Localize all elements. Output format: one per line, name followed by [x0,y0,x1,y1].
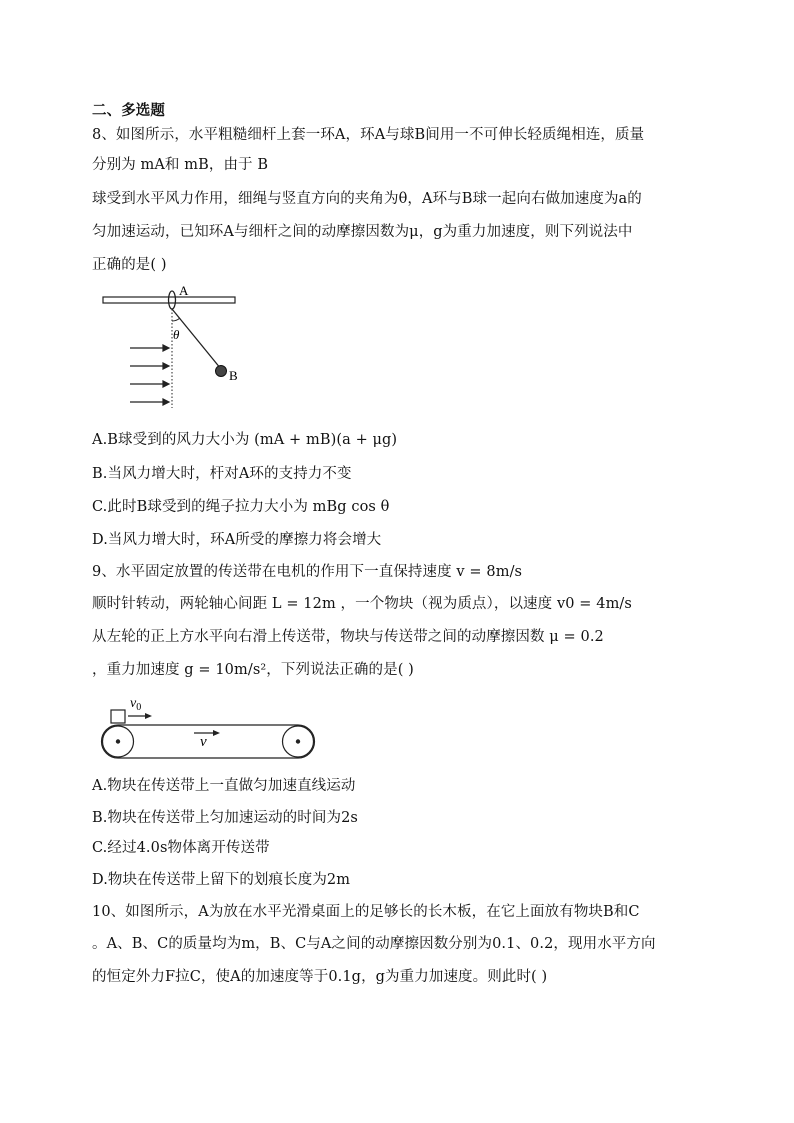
section-title: 二、多选题 [92,103,165,119]
label-v: v [200,734,207,750]
q9-text-line2: 顺时针转动，两轮轴心间距 L = 12m ，一个物块（视为质点），以速度 v0 = 4m/s [92,596,632,612]
q8-text-line2: 分别为 mA和 mB，由于 B [92,157,269,173]
q8-text-line5: 正确的是( ) [92,257,167,273]
q9-option-b: B.物块在传送带上匀加速运动的时间为2s [92,810,358,826]
label-a: A [179,283,189,298]
q8-option-a: A.B球受到的风力大小为 (mA + mB)(a + μg) [92,432,398,448]
wind-arrows [130,345,169,405]
ball-b [216,366,227,377]
q9-option-d: D.物块在传送带上留下的划痕长度为2m [92,872,351,888]
q9-text-line3: 从左轮的正上方水平向右滑上传送带，物块与传送带之间的动摩擦因数 μ = 0.2 [92,629,604,645]
label-theta: θ [173,327,180,342]
q10-text-line3: 的恒定外力F拉C，使A的加速度等于0.1g，g为重力加速度。则此时( ) [92,969,548,985]
label-v0: $v_0$ [130,696,142,713]
label-b: B [229,368,238,383]
angle-arc [172,318,180,321]
q8-option-c: C.此时B球受到的绳子拉力大小为 mBg cos θ [92,499,390,515]
q8-text-line4: 匀加速运动，已知环A与细杆之间的动摩擦因数为μ，g为重力加速度，则下列说法中 [92,224,633,240]
q9-option-c: C.经过4.0s物体离开传送带 [92,840,270,856]
q8-text-line1: 8、如图所示，水平粗糙细杆上套一环A，环A与球B间用一不可伸长轻质绳相连，质量 [92,127,645,143]
q9-option-a: A.物块在传送带上一直做匀加速直线运动 [92,778,356,794]
q9-text-line4: ，重力加速度 g = 10m/s²，下列说法正确的是( ) [92,662,414,678]
q8-option-d: D.当风力增大时，环A所受的摩擦力将会增大 [92,532,382,548]
q8-figure [100,283,250,413]
q10-text-line2: 。A、B、C的质量均为m，B、C与A之间的动摩擦因数分别为0.1、0.2，现用水平方向 [92,936,656,952]
q8-option-b: B.当风力增大时，杆对A环的支持力不变 [92,466,352,482]
q10-text-line1: 10、如图所示，A为放在水平光滑桌面上的足够长的长木板，在它上面放有物块B和C [92,904,640,920]
q9-text-line1: 9、水平固定放置的传送带在电机的作用下一直保持速度 v = 8m/s [92,564,523,580]
block [111,710,125,723]
q8-text-line3: 球受到水平风力作用，细绳与竖直方向的夹角为θ，A环与B球一起向右做加速度为a的 [92,191,642,207]
q9-figure [98,692,323,762]
